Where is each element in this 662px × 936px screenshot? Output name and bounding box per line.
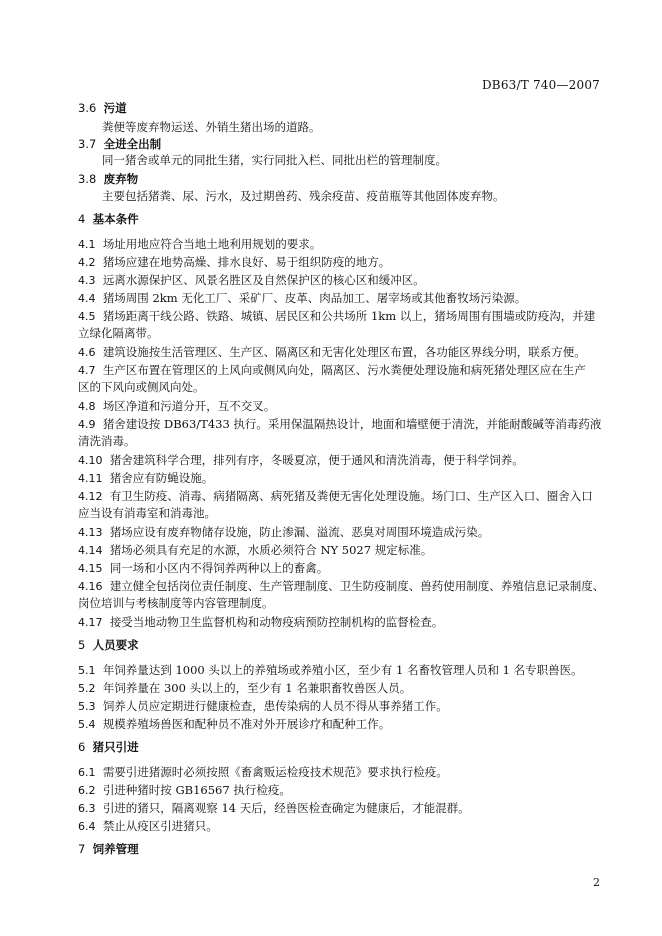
clause-text: 生产区布置在管理区的上风向或侧风向处，隔离区、污水粪便处理设施和病死猪处理区应在生产 bbox=[102, 363, 586, 377]
term-number: 3.8 bbox=[78, 172, 97, 186]
clause-text: 建筑设施按生活管理区、生产区、隔离区和无害化处理区布置，各功能区界线分明，联系方便。 bbox=[102, 345, 586, 359]
clause-text: 猪场应建在地势高燥、排水良好、易于组织防疫的地方。 bbox=[102, 255, 391, 269]
clause bbox=[78, 344, 586, 361]
term-title: 全进全出制 bbox=[103, 137, 162, 151]
section-heading bbox=[78, 637, 139, 653]
clause-text: 猪舍建筑科学合理，排列有序，冬暖夏凉，便于通风和清洗消毒，便于科学饲养。 bbox=[109, 453, 524, 467]
clause bbox=[78, 254, 390, 271]
section-heading bbox=[78, 211, 139, 227]
clause-number: 5.1 bbox=[78, 664, 96, 677]
clause-number: 5.4 bbox=[78, 718, 96, 731]
clause bbox=[78, 662, 583, 679]
clause-text: 猪场应设有废弃物储存设施，防止渗漏、溢流、恶臭对周围环境造成污染。 bbox=[109, 525, 490, 539]
clause-text: 建立健全包括岗位责任制度、生产管理制度、卫生防疫制度、兽药使用制度、养殖信息记录制度、 bbox=[109, 579, 605, 593]
section-number: 5 bbox=[78, 638, 86, 652]
clause bbox=[78, 560, 328, 577]
clause-number: 4.8 bbox=[78, 400, 96, 413]
term-body: 粪便等废弃物运送、外销生猪出场的道路。 bbox=[102, 120, 321, 134]
clause-text: 场址用地应符合当地土地利用规划的要求。 bbox=[102, 237, 322, 251]
section-title: 猪只引进 bbox=[92, 740, 139, 754]
clause-number: 4.16 bbox=[78, 580, 103, 593]
clause-text: 年饲养量在 300 头以上的，至少有 1 名兼职畜牧兽医人员。 bbox=[102, 681, 412, 695]
clause bbox=[78, 290, 526, 307]
clause-text: 需要引进猪源时必须按照《畜禽贩运检疫技术规范》要求执行检疫。 bbox=[102, 765, 448, 779]
clause-number: 5.3 bbox=[78, 700, 96, 713]
clause bbox=[78, 452, 524, 469]
clause-number: 4.10 bbox=[78, 454, 103, 467]
section-number: 6 bbox=[78, 740, 86, 754]
clause-number: 4.5 bbox=[78, 310, 96, 323]
clause bbox=[78, 236, 321, 253]
clause-number: 6.4 bbox=[78, 820, 96, 833]
section-title: 人员要求 bbox=[92, 638, 139, 652]
section-title: 饲养管理 bbox=[92, 842, 139, 856]
clause-text: 有卫生防疫、消毒、病猪隔离、病死猪及粪便无害化处理设施。场门口、生产区入口、圈舍入口 bbox=[109, 489, 593, 503]
section-number: 4 bbox=[78, 212, 86, 226]
clause bbox=[78, 308, 595, 325]
clause-number: 6.3 bbox=[78, 802, 96, 815]
clause-number: 4.6 bbox=[78, 346, 96, 359]
clause bbox=[78, 680, 411, 697]
clause bbox=[78, 524, 489, 541]
term-heading bbox=[78, 171, 138, 187]
clause-number: 6.1 bbox=[78, 766, 96, 779]
clause-text: 同一场和小区内不得饲养两种以上的畜禽。 bbox=[109, 561, 329, 575]
section-number: 7 bbox=[78, 842, 86, 856]
clause-number: 4.4 bbox=[78, 292, 96, 305]
clause bbox=[78, 698, 448, 715]
clause-continuation: 立绿化隔离带。 bbox=[78, 326, 159, 340]
clause-text: 接受当地动物卫生监督机构和动物疫病预防控制机构的监督检查。 bbox=[109, 615, 444, 629]
clause-text: 猪舍应有防蝇设施。 bbox=[109, 471, 214, 485]
term-title: 废弃物 bbox=[103, 172, 139, 186]
section-heading bbox=[78, 841, 139, 857]
clause bbox=[78, 614, 443, 631]
clause-text: 猪场必须具有充足的水源，水质必须符合 NY 5027 规定标准。 bbox=[109, 543, 433, 557]
term-heading bbox=[78, 100, 127, 116]
clause-continuation: 应当设有消毒室和消毒池。 bbox=[78, 506, 216, 520]
page-number: 2 bbox=[593, 876, 600, 889]
clause-text: 场区净道和污道分开，互不交叉。 bbox=[102, 399, 276, 413]
clause-text: 年饲养量达到 1000 头以上的养殖场或养殖小区，至少有 1 名畜牧管理人员和 1 名专职兽医。 bbox=[102, 663, 583, 677]
clause-number: 4.15 bbox=[78, 562, 103, 575]
clause bbox=[78, 800, 470, 817]
clause-number: 4.11 bbox=[78, 472, 103, 485]
clause-text: 引进种猪时按 GB16567 执行检疫。 bbox=[102, 783, 291, 797]
clause-number: 4.17 bbox=[78, 616, 103, 629]
clause-number: 6.2 bbox=[78, 784, 96, 797]
clause bbox=[78, 578, 604, 595]
term-heading bbox=[78, 136, 161, 152]
clause-number: 4.7 bbox=[78, 364, 96, 377]
clause-text: 饲养人员应定期进行健康检查，患传染病的人员不得从事养猪工作。 bbox=[102, 699, 448, 713]
clause-text: 远离水源保护区、风景名胜区及自然保护区的核心区和缓冲区。 bbox=[102, 273, 425, 287]
clause bbox=[78, 818, 218, 835]
term-number: 3.7 bbox=[78, 137, 97, 151]
clause-number: 4.2 bbox=[78, 256, 96, 269]
clause-text: 猪场周围 2km 无化工厂、采矿厂、皮革、肉品加工、屠宰场或其他畜牧场污染源。 bbox=[102, 291, 527, 305]
section-title: 基本条件 bbox=[92, 212, 139, 226]
clause bbox=[78, 764, 448, 781]
clause-number: 4.14 bbox=[78, 544, 103, 557]
clause bbox=[78, 488, 593, 505]
section-heading bbox=[78, 739, 139, 755]
clause bbox=[78, 416, 601, 433]
clause-continuation: 清洗消毒。 bbox=[78, 434, 136, 448]
clause bbox=[78, 470, 213, 487]
clause bbox=[78, 272, 425, 289]
clause-continuation: 岗位培训与考核制度等内容管理制度。 bbox=[78, 596, 274, 610]
term-number: 3.6 bbox=[78, 101, 97, 115]
clause bbox=[78, 362, 586, 379]
clause-text: 规模养殖场兽医和配种员不准对外开展诊疗和配种工作。 bbox=[102, 717, 391, 731]
term-body: 主要包括猪粪、尿、污水，及过期兽药、残余疫苗、疫苗瓶等其他固体废弃物。 bbox=[102, 189, 505, 203]
clause-number: 4.9 bbox=[78, 418, 96, 431]
clause-number: 5.2 bbox=[78, 682, 96, 695]
clause-text: 引进的猪只，隔离观察 14 天后，经兽医检查确定为健康后，才能混群。 bbox=[102, 801, 470, 815]
clause-text: 猪舍建设按 DB63/T433 执行。采用保温隔热设计，地面和墙壁便于清洗，并能耐酸碱等消毒药液 bbox=[102, 417, 602, 431]
clause bbox=[78, 398, 275, 415]
clause-number: 4.1 bbox=[78, 238, 96, 251]
clause-text: 猪场距离干线公路、铁路、城镇、居民区和公共场所 1km 以上，猪场周围有围墙或防疫沟，并建 bbox=[102, 309, 596, 323]
clause-text: 禁止从疫区引进猪只。 bbox=[102, 819, 218, 833]
clause-number: 4.12 bbox=[78, 490, 103, 503]
clause bbox=[78, 542, 432, 559]
term-title: 污道 bbox=[103, 101, 127, 115]
term-body: 同一猪舍或单元的同批生猪，实行同批入栏、同批出栏的管理制度。 bbox=[102, 153, 447, 167]
clause-number: 4.13 bbox=[78, 526, 103, 539]
clause bbox=[78, 782, 291, 799]
clause-number: 4.3 bbox=[78, 274, 96, 287]
clause bbox=[78, 716, 390, 733]
document-id: DB63/T 740—2007 bbox=[481, 78, 600, 92]
clause-continuation: 区的下风向或侧风向处。 bbox=[78, 380, 205, 394]
